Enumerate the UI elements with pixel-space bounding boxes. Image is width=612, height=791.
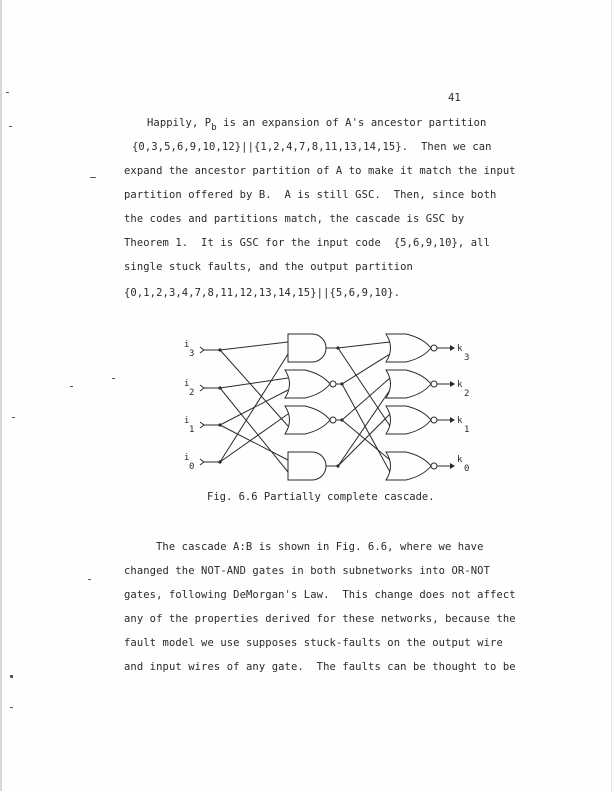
junction-dot — [218, 423, 221, 426]
text-line: gates, following DeMorgan's Law. This change does not affect — [124, 589, 516, 601]
text-line: the codes and partitions match, the cascade is GSC by — [124, 213, 465, 225]
output-label-letter: k — [457, 344, 463, 354]
output-label-letter: k — [457, 416, 463, 426]
and-gate — [288, 452, 326, 480]
junction-dot — [336, 346, 339, 349]
text-span: Happily, P — [147, 117, 212, 129]
or-nor-gate — [285, 370, 330, 398]
junction-dot — [218, 460, 221, 463]
output-label-letter: k — [457, 380, 463, 390]
input-label-index: 1 — [189, 425, 195, 435]
junction-dot — [218, 348, 221, 351]
input-arrow — [200, 422, 204, 428]
output-arrow — [450, 381, 455, 387]
wire — [338, 348, 390, 426]
output-label-index: 2 — [464, 389, 470, 399]
wire — [342, 420, 390, 460]
inversion-bubble — [431, 381, 437, 387]
inversion-bubble — [431, 463, 437, 469]
wire — [220, 354, 288, 462]
text-span: is an expansion of A's ancestor partition — [216, 117, 487, 129]
input-arrow — [200, 385, 204, 391]
text-line: Theorem 1. It is GSC for the input code {5,6,9,10}, all — [124, 237, 491, 249]
or-nor-gate — [386, 452, 431, 480]
and-gate — [288, 334, 326, 362]
text-line: partition offered by B. A is still GSC. Then, since both — [124, 189, 497, 201]
input-label-letter: i — [184, 416, 190, 426]
text-line: fault model we use supposes stuck-faults on the output wire — [124, 637, 503, 649]
text-line: expand the ancestor partition of A to make it match the input — [124, 165, 516, 177]
junction-dot — [340, 418, 343, 421]
text-line: any of the properties derived for these networks, because the — [124, 613, 516, 625]
output-arrow — [450, 463, 455, 469]
junction-dot — [336, 464, 339, 467]
input-label-index: 3 — [189, 349, 195, 359]
output-label-index: 1 — [464, 425, 470, 435]
or-nor-gate — [386, 334, 431, 362]
output-label-index: 3 — [464, 353, 470, 363]
wire — [338, 342, 390, 348]
text-line: single stuck faults, and the output partition — [124, 261, 413, 273]
text-line: and input wires of any gate. The faults can be thought to be — [124, 661, 516, 673]
input-label-letter: i — [184, 340, 190, 350]
wire — [342, 354, 390, 384]
page-number: 41 — [448, 92, 461, 104]
junction-dot — [340, 382, 343, 385]
junction-dot — [218, 386, 221, 389]
text-line: {0,1,2,3,4,7,8,11,12,13,14,15}||{5,6,9,10}. — [124, 287, 401, 299]
wire — [220, 350, 288, 426]
figure-caption: Fig. 6.6 Partially complete cascade. — [207, 491, 435, 503]
output-arrow — [450, 417, 455, 423]
input-label-index: 0 — [189, 462, 195, 472]
inversion-bubble — [330, 381, 336, 387]
input-label-letter: i — [184, 453, 190, 463]
input-arrow — [200, 459, 204, 465]
inversion-bubble — [431, 345, 437, 351]
wire — [342, 384, 390, 472]
inversion-bubble — [431, 417, 437, 423]
input-label-letter: i — [184, 379, 190, 389]
text-line: The cascade A:B is shown in Fig. 6.6, where we have — [156, 541, 484, 553]
or-nor-gate — [285, 406, 330, 434]
subscript: b — [211, 123, 217, 133]
or-nor-gate — [386, 370, 431, 398]
or-nor-gate — [386, 406, 431, 434]
text-line: changed the NOT-AND gates in both subnetworks into OR-NOT — [124, 565, 491, 577]
output-label-index: 0 — [464, 464, 470, 474]
inversion-bubble — [330, 417, 336, 423]
text-line: {0,3,5,6,9,10,12}||{1,2,4,7,8,11,13,14,15}. Then we can — [132, 141, 492, 153]
wire — [220, 342, 288, 350]
wire — [342, 378, 390, 420]
output-arrow — [450, 345, 455, 351]
input-arrow — [200, 347, 204, 353]
wire — [220, 378, 288, 388]
input-label-index: 2 — [189, 388, 195, 398]
output-label-letter: k — [457, 455, 463, 465]
